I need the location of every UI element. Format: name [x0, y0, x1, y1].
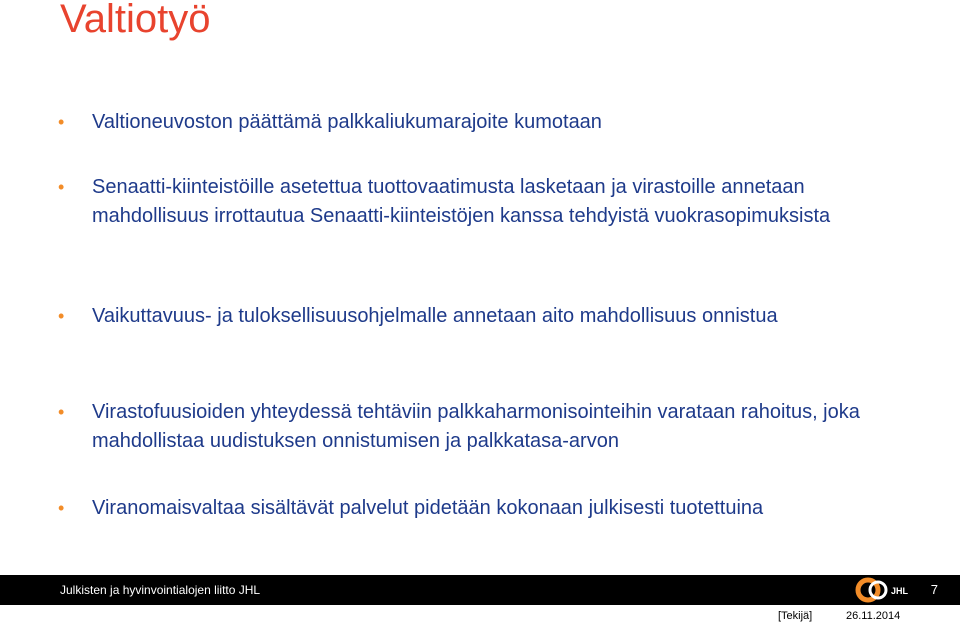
bullet-text: Virastofuusioiden yhteydessä tehtäviin palkkaharmonisointeihin varataan rahoitus, joka mahdollistaa uudistuksen onnistumisen ja palkkatasa-arvon [92, 401, 860, 452]
slide-title: Valtiotyö [60, 0, 211, 41]
logo-text: JHL [891, 586, 909, 596]
bullet-dot-icon: • [58, 112, 65, 132]
bullet-text: Valtioneuvoston päättämä palkkaliukumarajoite kumotaan [92, 111, 602, 133]
bullet-item [58, 494, 918, 523]
bullet-item [58, 302, 918, 331]
bullet-dot-icon: • [58, 402, 65, 422]
author-placeholder: [Tekijä] [778, 610, 813, 622]
bullet-item [58, 173, 918, 231]
bullet-dot-icon: • [58, 306, 65, 326]
bullet-dot-icon: • [58, 498, 65, 518]
bullet-text: Viranomaisvaltaa sisältävät palvelut pidetään kokonaan julkisesti tuotettuina [92, 497, 764, 519]
bullet-text: Senaatti-kiinteistöille asetettua tuottovaatimusta lasketaan ja virastoille annetaan mahdollisuus irrottautua Senaatti-kiinteistöjen kanssa tehdyistä vuokrasopimuksista [92, 176, 831, 227]
bullet-item [58, 398, 918, 456]
slide-date: 26.11.2014 [846, 610, 901, 622]
page-number: 7 [930, 582, 938, 597]
bullet-text: Vaikuttavuus- ja tuloksellisuusohjelmalle annetaan aito mahdollisuus onnistua [92, 305, 778, 327]
footer-bar [0, 575, 960, 605]
jhl-logo-icon [855, 577, 915, 603]
bullet-dot-icon: • [58, 177, 65, 197]
bullet-item [58, 108, 918, 137]
footer-organization: Julkisten ja hyvinvointialojen liitto JHL [60, 583, 261, 597]
